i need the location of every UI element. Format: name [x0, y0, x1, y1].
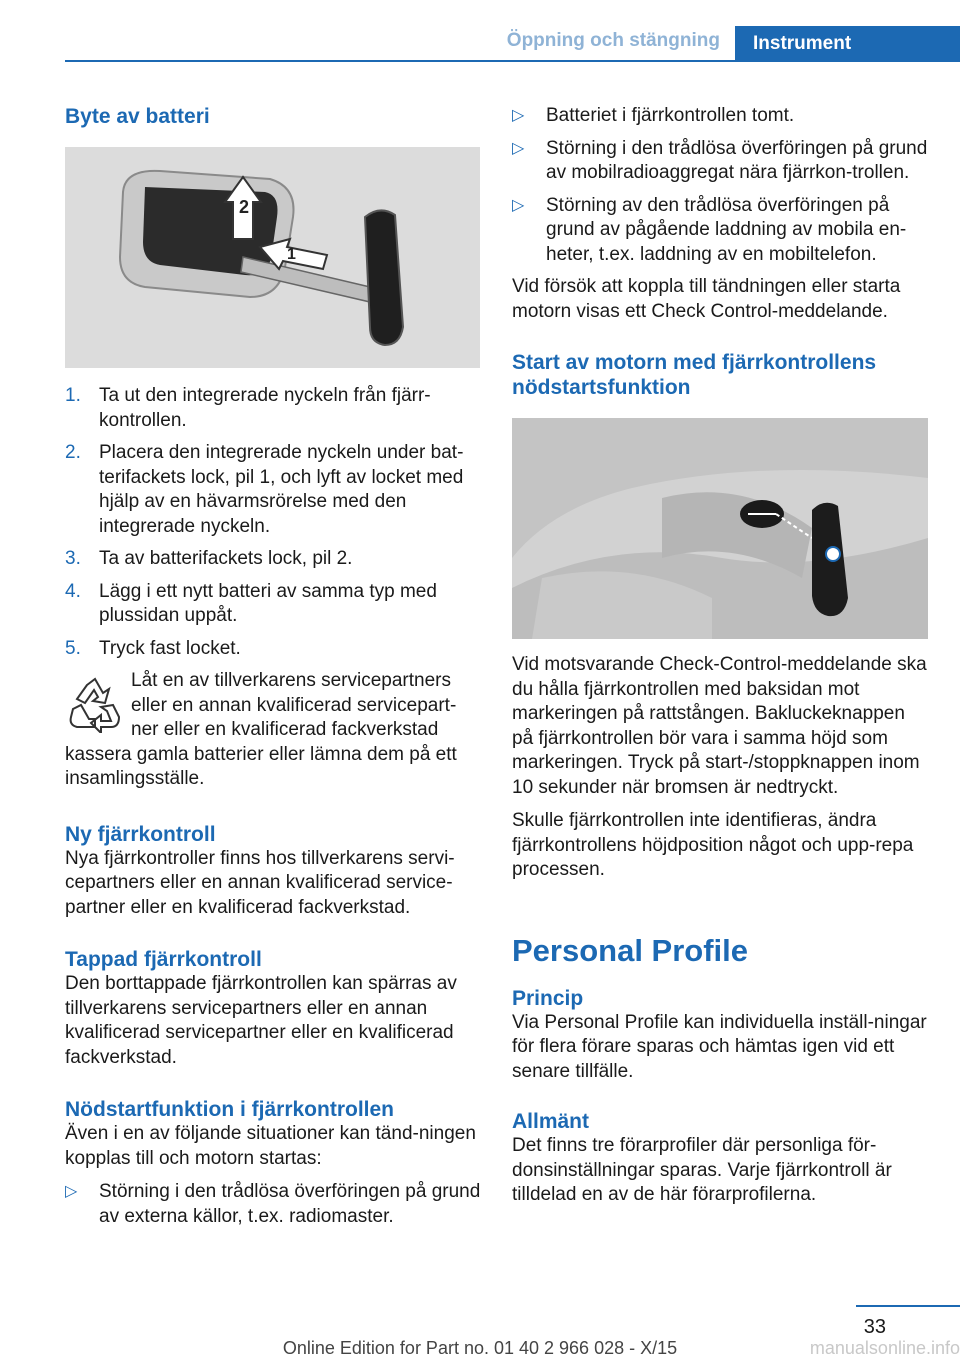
step-text: Ta ut den integrerade nyckeln från fjärr-kontrollen.: [99, 385, 431, 431]
check-control-text: Vid försök att koppla till tändningen eller starta motorn visas ett Check Control-meddelande.: [512, 276, 901, 322]
list-item: [65, 637, 481, 662]
environment-note-first: Låt en av tillverkarens servicepartners eller en annan kvalificerad servicepart-ner eller en kvalificerad fackverkstad: [131, 670, 457, 740]
new-remote-heading: Ny fjärrkontroll: [65, 822, 216, 846]
step-text: Ta av batterifackets lock, pil 2.: [99, 548, 353, 569]
list-item: [65, 384, 481, 433]
personal-profile-heading: Personal Profile: [512, 932, 749, 968]
step-text: Lägg i ett nytt batteri av samma typ med plussidan uppåt.: [99, 580, 437, 626]
lost-remote-text: Den borttappade fjärrkontrollen kan spärras av tillverkarens servicepartners eller en annan kvalificerad servicepartner eller en kvalificerad fackverkstad.: [65, 973, 457, 1068]
new-remote-text: Nya fjärrkontroller finns hos tillverkarens servi-cepartners eller en annan kvalificerad service-partner eller en kvalificerad fackverkstad.: [65, 847, 455, 918]
step-number: 1.: [65, 385, 81, 406]
general-heading: Allmänt: [512, 1110, 590, 1133]
chapter-tab-label: Instrument: [753, 33, 852, 54]
bullet-text: Batteriet i fjärrkontrollen tomt.: [546, 105, 795, 126]
environment-note: [65, 669, 481, 792]
bullet-text: Störning i den trådlösa överföringen på grund av externa källor, t.ex. radiomaster.: [99, 1181, 481, 1227]
remote-key-illustration: [65, 147, 480, 368]
step-number: 3.: [65, 548, 81, 569]
lost-remote-heading: Tappad fjärrkontroll: [65, 948, 262, 971]
principle-heading: Princip: [512, 986, 584, 1010]
emergency-start-remote-heading: Start av motorn med fjärrkontrollens nödstartsfunktion: [512, 351, 877, 399]
page-header: [65, 26, 960, 62]
header-rule: [65, 60, 960, 62]
battery-heading: Byte av batteri: [65, 105, 210, 128]
arrow-label-2: 2: [239, 197, 250, 217]
battery-steps: [65, 384, 481, 661]
emergency-bullets: [65, 1180, 481, 1229]
emergency-start-text: Även i en av följande situationer kan tänd-ningen kopplas till och motorn startas:: [65, 1123, 476, 1169]
steering-column-illustration: [512, 418, 928, 639]
bullet-text: Störning i den trådlösa överföringen på grund av mobilradioaggregat nära fjärrkon-trollen.: [546, 137, 928, 183]
step-number: 5.: [65, 637, 81, 659]
left-column: [65, 100, 481, 1237]
recycling-icon: [65, 675, 123, 733]
environment-note-rest: kassera gamla batterier eller lämna dem på ett insamlingsställe.: [65, 743, 457, 789]
list-item: [65, 547, 481, 572]
step-text: Tryck fast locket.: [99, 637, 241, 659]
list-item: [512, 194, 928, 268]
step-text: Placera den integrerade nyckeln under bat-terifackets lock, pil 1, och lyft av locket med hjälp av en hävarmsrörelse med den integrerade nyckeln.: [99, 442, 464, 537]
principle-text: Via Personal Profile kan individuella inställ-ningar för flera förare sparas och hämtas igen vid ett senare tillfälle.: [512, 1011, 927, 1082]
start-instruction-text: Vid motsvarande Check-Control-meddelande ska du hålla fjärrkontrollen med baksidan mot markeringen på rattstången. Bakluckeknappen på fjärrkontrollen bör vara i samma höjd som markeringen. Tryck på start-/stoppknappen inom 10 sekunder när bromsen är nedtryckt.: [512, 654, 927, 798]
list-item: [65, 1180, 481, 1229]
list-item: [65, 580, 481, 629]
page-number: 33: [863, 1316, 886, 1338]
chapter-tab[interactable]: [735, 26, 960, 62]
start-retry-text: Skulle fjärrkontrollen inte identifieras, ändra fjärrkontrollens höjdposition något och upp-repa processen.: [512, 810, 914, 880]
remote-key-figure: [65, 147, 480, 368]
triangle-bullet-icon: ▷: [65, 1183, 78, 1200]
bullet-text: Störning av den trådlösa överföringen på grund av pågående laddning av mobila en-heter, t.ex. laddning av en mobiltelefon.: [546, 194, 907, 265]
emergency-start-heading: Nödstartfunktion i fjärrkontrollen: [65, 1098, 395, 1121]
steering-column-figure: [512, 418, 928, 639]
watermark: manualsonline.info: [809, 1338, 960, 1358]
step-number: 4.: [65, 580, 81, 602]
right-column: [512, 100, 928, 1208]
triangle-bullet-icon: ▷: [512, 139, 525, 157]
step-number: 2.: [65, 442, 81, 463]
triangle-bullet-icon: ▷: [512, 196, 525, 214]
edition-footer: Online Edition for Part no. 01 40 2 966 028 - X/15: [282, 1338, 678, 1358]
emergency-bullets-continued: [512, 104, 928, 267]
general-text: Det finns tre förarprofiler där personliga för-donsinställningar sparas. Varje fjärrkontroll är tilldelad en av de här förarprofilerna.: [512, 1135, 892, 1205]
list-item: [512, 104, 928, 129]
section-title: Öppning och stängning: [506, 30, 720, 51]
triangle-bullet-icon: ▷: [512, 107, 525, 124]
list-item: [65, 441, 481, 539]
arrow-label-1: 1: [287, 246, 296, 263]
list-item: [512, 137, 928, 186]
footer-rule: [856, 1305, 960, 1307]
